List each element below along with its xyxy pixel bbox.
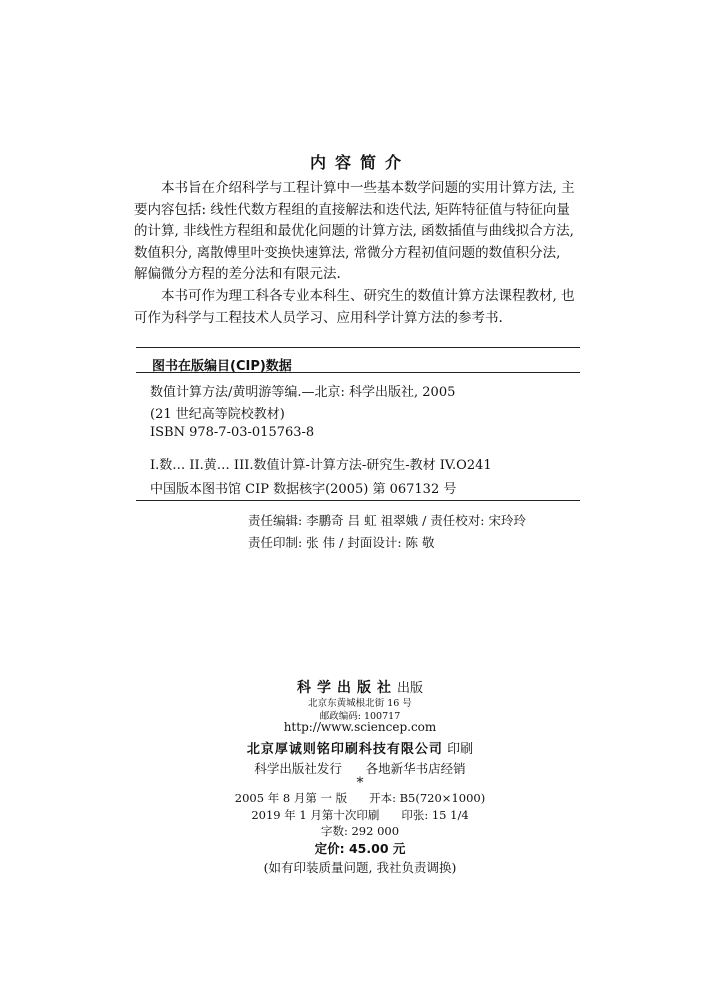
publisher-url: http://www.sciencep.com [283,720,437,734]
summary-line: 的计算, 非线性方程组和最优化问题的计算方法, 函数插值与曲线拟合方法, [134,223,574,239]
publisher-name: 科学出版社 [296,680,397,696]
publisher-suffix: 出版 [396,681,423,696]
summary-line: 本书可作为理工科各专业本科生、研究生的数值计算方法课程教材, 也 [161,288,575,304]
price-line: 定价: 45.00 元 [314,841,406,856]
cip-line-series: (21 世纪高等院校教材) [150,407,285,422]
summary-line: 数值积分, 离散傅里叶变换快速算法, 常微分方程初值问题的数值积分法, [134,244,561,261]
cip-line-title: 数值计算方法/黄明游等编.—北京: 科学出版社, 2005 [150,385,456,400]
cip-bottom-rule [136,500,580,501]
printer-line [0,738,720,757]
notice-line: (如有印装质量问题, 我社负责调换) [263,860,457,875]
distribution-line: 科学出版社发行 各地新华书店经销 [254,761,466,776]
cip-top-rule [136,347,580,348]
wordcount-line: 字数: 292 000 [320,824,400,838]
summary-paragraph-2 [134,286,584,329]
cip-heading: 图书在版编目(CIP)数据 [152,359,292,374]
summary-line: 本书旨在介绍科学与工程计算中一些基本数学问题的实用计算方法, 主 [161,180,575,196]
publisher-address: 北京东黄城根北街 16 号 [308,698,412,709]
cip-line-record: 中国版本图书馆 CIP 数据核字(2005) 第 067132 号 [150,482,457,497]
publisher-postcode: 邮政编码: 100717 [319,711,401,722]
staff-editors-text: 责任编辑: 李鹏奇 吕 虹 祖翠娥 / 责任校对: 宋玲玲 [248,513,526,528]
cip-line-isbn: ISBN 978-7-03-015763-8 [150,425,315,440]
publisher-line [0,677,720,697]
summary-line: 要内容包括: 线性代数方程组的直接解法和迭代法, 矩阵特征值与特征向量 [134,201,570,218]
printer-name: 北京厚诚则铭印刷科技有限公司 [246,742,443,757]
cip-line-classification: I.数… II.黄… III.数值计算-计算方法-研究生-教材 IV.O241 [150,458,492,473]
edition-line: 2005 年 8 月第 一 版 开本: B5(720×1000) [234,791,486,805]
summary-paragraph-1 [134,178,584,286]
printer-suffix: 印刷 [447,742,474,757]
separator-star: * [356,775,364,791]
printing-line: 2019 年 1 月第十次印刷 印张: 15 1/4 [251,808,469,822]
summary-line: 可作为科学与工程技术人员学习、应用科学计算方法的参考书. [134,309,503,326]
summary-title: 内容简介 [309,153,410,172]
summary-line: 解偏微分方程的差分法和有限元法. [134,266,341,282]
staff-production-text: 责任印制: 张 伟 / 封面设计: 陈 敬 [248,535,435,550]
cip-heading-rule [136,372,580,373]
